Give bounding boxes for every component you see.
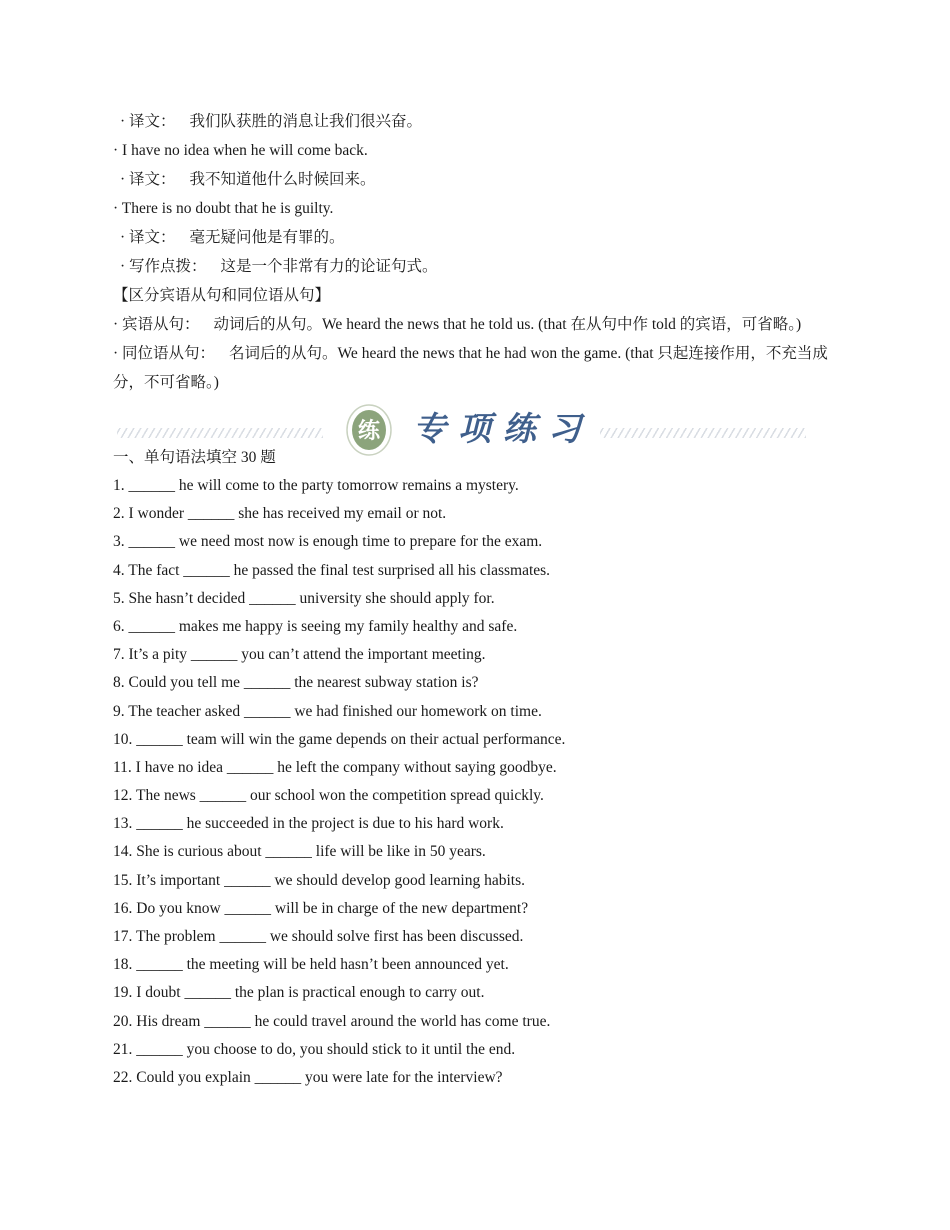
question-item: 3. ______ we need most now is enough time to prepare for the exam.: [113, 533, 543, 551]
question-item: 22. Could you explain ______ you were late for the interview?: [113, 1068, 503, 1086]
question-item: 18. ______ the meeting will be held hasn’t been announced yet.: [113, 956, 509, 974]
section-heading: 一、单句语法填空 30 题: [113, 449, 276, 466]
question-item: 5. She hasn’t decided ______ university she should apply for.: [113, 589, 495, 607]
question-item: 2. I wonder ______ she has received my email or not.: [113, 505, 447, 523]
seal-icon: [345, 403, 393, 457]
translation-label: · 译文：: [120, 229, 176, 246]
question-item: 20. His dream ______ he could travel around the world has come true.: [113, 1012, 551, 1030]
example-sentence: · There is no doubt that he is guilty.: [113, 200, 334, 217]
banner-hatch-right: [600, 428, 806, 438]
writing-tip-label: · 写作点拨：: [120, 258, 207, 275]
object-clause-label: · 宾语从句：: [113, 316, 200, 333]
seal-char: 练: [357, 419, 381, 444]
translation-text: 我们队获胜的消息让我们很兴奋。: [189, 113, 423, 130]
translation-text: 我不知道他什么时候回来。: [189, 171, 376, 188]
question-item: 8. Could you tell me ______ the nearest subway station is?: [113, 674, 479, 692]
question-item: 6. ______ makes me happy is seeing my family healthy and safe.: [113, 617, 518, 635]
question-list: [113, 472, 843, 1092]
question-item: 9. The teacher asked ______ we had finished our homework on time.: [113, 702, 542, 720]
translation-line: [113, 107, 843, 136]
appositive-clause-line: [113, 339, 843, 397]
document-page: [113, 107, 843, 1092]
translation-label: · 译文：: [120, 171, 176, 188]
question-item: 11. I have no idea ______ he left the company without saying goodbye.: [113, 758, 557, 776]
question-item: 14. She is curious about ______ life will be like in 50 years.: [113, 843, 486, 861]
question-item: 21. ______ you choose to do, you should stick to it until the end.: [113, 1040, 516, 1058]
compare-heading: 【区分宾语从句和同位语从句】: [113, 287, 331, 304]
question-item: 10. ______ team will win the game depends on their actual performance.: [113, 730, 566, 748]
section-banner: [113, 401, 843, 459]
question-item: 7. It’s a pity ______ you can’t attend the important meeting.: [113, 646, 486, 664]
question-item: 19. I doubt ______ the plan is practical enough to carry out.: [113, 984, 485, 1002]
object-clause-line: [113, 310, 843, 339]
question-item: 16. Do you know ______ will be in charge of the new department?: [113, 899, 529, 917]
translation-label: · 译文：: [120, 113, 176, 130]
example-sentence: · I have no idea when he will come back.: [113, 142, 368, 159]
question-item: 17. The problem ______ we should solve first has been discussed.: [113, 928, 524, 945]
question-item: 12. The news ______ our school won the competition spread quickly.: [113, 787, 544, 805]
object-clause-text: 动词后的从句。We heard the news that he told us. (that 在从句中作 told 的宾语，可省略。): [213, 316, 802, 333]
banner-hatch-left: [117, 428, 323, 438]
appositive-clause-text: 名词后的从句。We heard the news that he had won the game. (that 只起连接作用，不充当成分，不可省略。): [113, 345, 828, 391]
writing-tip-text: 这是一个非常有力的论证句式。: [220, 258, 438, 275]
translation-line: [113, 223, 843, 252]
question-item: 4. The fact ______ he passed the final test surprised all his classmates.: [113, 561, 551, 579]
translation-text: 毫无疑问他是有罪的。: [189, 229, 345, 246]
appositive-clause-label: · 同位语从句：: [113, 345, 216, 362]
banner-title: 专项练习: [413, 409, 593, 448]
question-item: 13. ______ he succeeded in the project is due to his hard work.: [113, 815, 504, 833]
question-item: 1. ______ he will come to the party tomorrow remains a mystery.: [113, 477, 519, 494]
translation-line: [113, 165, 843, 194]
question-item: 15. It’s important ______ we should develop good learning habits.: [113, 871, 525, 889]
writing-tip-line: [113, 252, 843, 281]
